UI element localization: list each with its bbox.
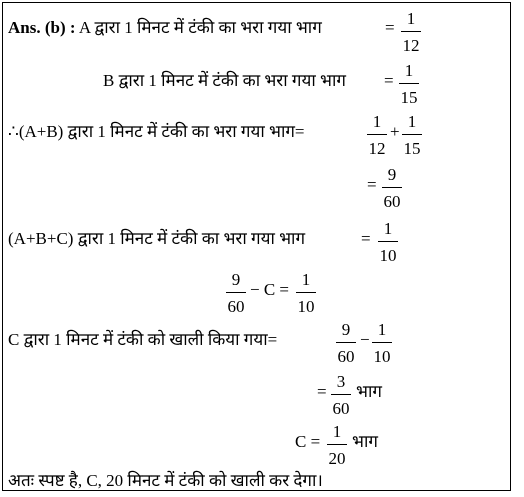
answer-line-3 [8,123,305,140]
conclusion-text: अतः स्पष्ट है, C, 20 मिनट में टंकी को खाली कर देगा। [8,471,323,490]
answer-line-2 [103,72,346,89]
fraction-1-10: 1 10 [379,219,397,265]
line4-equals: = [367,175,377,194]
fraction-1-12: 1 12 [402,9,420,55]
fraction-9-60-diff: 9 60 [337,320,355,366]
fraction-1-20: 1 20 [328,422,346,468]
line1-equals: = [385,18,395,37]
fraction-1-12-sum: 1 12 [368,112,386,158]
plus-sign: + [390,122,400,141]
fraction-3-60: 3 60 [332,372,350,418]
line1-text: A द्वारा 1 मिनट में टंकी का भरा गया भाग [78,18,322,37]
answer-line-7 [8,331,277,348]
line5-text: (A+B+C) द्वारा 1 मिनट में टंकी का भरा गया भाग [8,229,306,248]
line2-equals: = [384,71,394,90]
line7-text: C द्वारा 1 मिनट में टंकी को खाली किया गया= [8,330,278,349]
fraction-1-10-eq: 1 10 [297,270,315,316]
minus-c-equals: − C = [250,280,290,299]
fraction-1-15-sum: 1 15 [403,112,421,158]
answer-prefix: Ans. (b) : [8,18,76,37]
line5-equals: = [361,229,371,248]
line8-unit: भाग [356,382,382,401]
fraction-1-15: 1 15 [400,61,418,107]
answer-line-1 [8,19,322,36]
line9-unit: भाग [352,432,378,451]
fraction-9-60: 9 60 [383,165,401,211]
line3-text: ∴(A+B) द्वारा 1 मिनट में टंकी का भरा गया भाग= [8,122,305,141]
line8-equals: = [317,382,327,401]
fraction-9-60-eq: 9 60 [227,270,245,316]
minus-sign: − [360,330,370,349]
fraction-1-10-diff: 1 10 [373,320,391,366]
line2-text: B द्वारा 1 मिनट में टंकी का भरा गया भाग [103,71,346,90]
answer-line-5 [8,230,305,247]
c-equals: C = [295,432,321,451]
